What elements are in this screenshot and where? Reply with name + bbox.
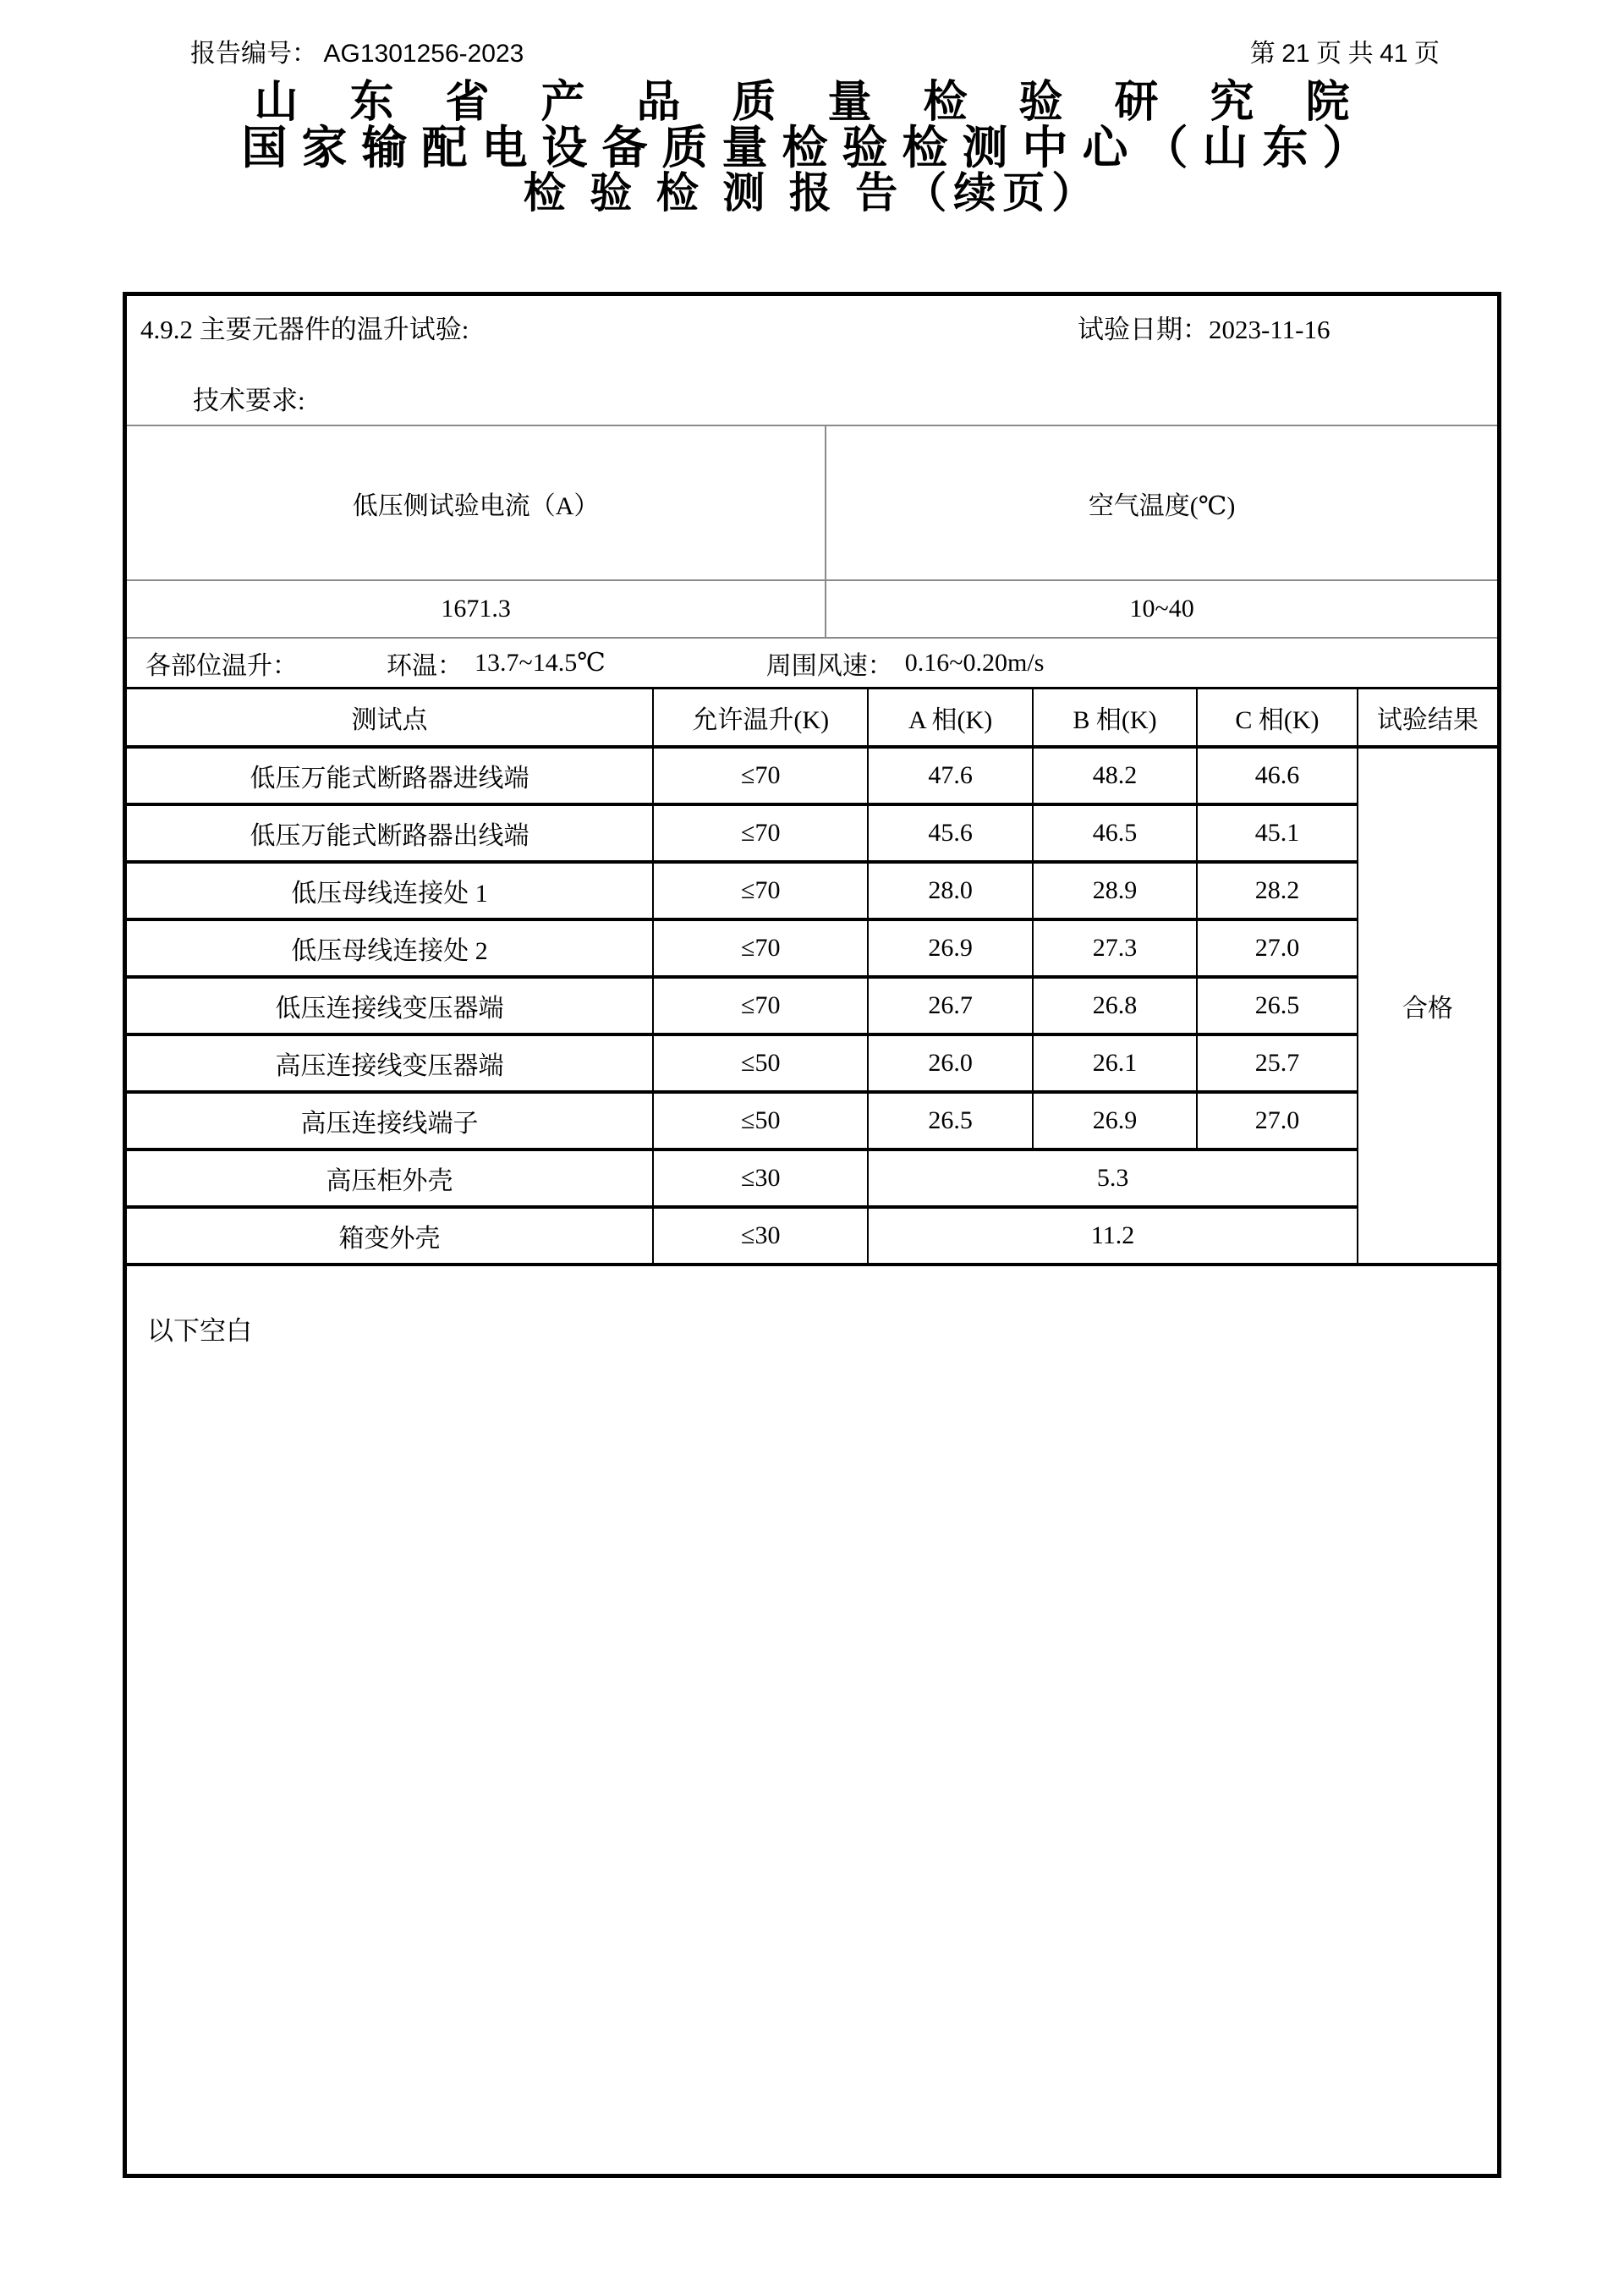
cell-point: 低压连接线变压器端 xyxy=(127,977,653,1034)
table-row xyxy=(127,919,1497,977)
cell-phase-a: 26.5 xyxy=(868,1092,1032,1149)
cell-point: 高压柜外壳 xyxy=(127,1149,653,1207)
conditions-value-row xyxy=(127,580,1497,638)
cell-limit: ≤30 xyxy=(653,1149,868,1207)
table-header-row xyxy=(127,689,1497,748)
report-number-value: AG1301256-2023 xyxy=(323,40,524,68)
cell-phase-c: 26.5 xyxy=(1197,977,1358,1034)
page-current: 21 xyxy=(1281,40,1310,68)
cell-air-temp-header: 空气温度(℃) xyxy=(826,425,1497,580)
cell-phase-b: 28.9 xyxy=(1033,862,1197,919)
cell-phase-c: 25.7 xyxy=(1197,1034,1358,1092)
report-title-line3: 检 验 检 测 报 告（续页） xyxy=(523,169,1101,217)
cell-point: 高压连接线端子 xyxy=(127,1092,653,1149)
cell-limit: ≤70 xyxy=(653,977,868,1034)
conditions-header-row xyxy=(127,425,1497,580)
table-row xyxy=(127,862,1497,919)
report-body-box xyxy=(123,292,1501,2178)
rise-label: 各部位温升： xyxy=(145,651,298,680)
cell-phase-b: 46.5 xyxy=(1033,804,1197,862)
cell-lv-test-current-header: 低压侧试验电流（A） xyxy=(127,425,826,580)
org-title-line2: 国家输配电设备质量检验检测中心（山东） xyxy=(241,123,1383,173)
cell-point: 低压母线连接处 1 xyxy=(127,862,653,919)
cell-phase-c: 45.1 xyxy=(1197,804,1358,862)
page-indicator-suffix: 页 xyxy=(1414,40,1440,68)
cell-phase-c: 46.6 xyxy=(1197,747,1358,804)
cell-limit: ≤50 xyxy=(653,1034,868,1092)
report-number-label: 报告编号： xyxy=(190,40,317,68)
cell-limit: ≤70 xyxy=(653,747,868,804)
cell-phase-b: 27.3 xyxy=(1033,919,1197,977)
test-date-value: 2023-11-16 xyxy=(1209,315,1330,344)
wind-speed-value: 0.16~0.20m/s xyxy=(904,648,1045,677)
cell-phase-c: 27.0 xyxy=(1197,1092,1358,1149)
col-header-phase-c: C 相(K) xyxy=(1197,689,1358,748)
table-row xyxy=(127,1207,1497,1265)
table-row xyxy=(127,1149,1497,1207)
temperature-rise-table xyxy=(127,687,1497,1266)
cell-point: 高压连接线变压器端 xyxy=(127,1034,653,1092)
cell-point: 低压万能式断路器出线端 xyxy=(127,804,653,862)
page-header xyxy=(190,32,1440,69)
col-header-result: 试验结果 xyxy=(1358,689,1497,748)
wind-speed-label: 周围风速： xyxy=(765,651,893,680)
cell-phase-a: 26.7 xyxy=(868,977,1032,1034)
section-heading: 4.9.2 主要元器件的温升试验: xyxy=(140,315,469,344)
report-number xyxy=(190,32,524,69)
col-header-phase-b: B 相(K) xyxy=(1033,689,1197,748)
table-row xyxy=(127,747,1497,804)
cell-test-result: 合格 xyxy=(1358,747,1497,1265)
cell-limit: ≤50 xyxy=(653,1092,868,1149)
page-indicator xyxy=(1250,32,1440,69)
col-header-limit: 允许温升(K) xyxy=(653,689,868,748)
cell-air-temp-value: 10~40 xyxy=(826,580,1497,638)
col-header-test-point: 测试点 xyxy=(127,689,653,748)
table-row xyxy=(127,1034,1497,1092)
cell-phase-a: 28.0 xyxy=(868,862,1032,919)
cell-phase-a: 26.9 xyxy=(868,919,1032,977)
test-date-label: 试验日期： xyxy=(1078,315,1209,344)
cell-merged-value: 5.3 xyxy=(868,1149,1357,1207)
cell-limit: ≤70 xyxy=(653,804,868,862)
cell-phase-b: 48.2 xyxy=(1033,747,1197,804)
cell-limit: ≤70 xyxy=(653,919,868,977)
cell-phase-a: 47.6 xyxy=(868,747,1032,804)
cell-phase-b: 26.1 xyxy=(1033,1034,1197,1092)
section-heading-line xyxy=(140,308,1497,346)
cell-phase-a: 26.0 xyxy=(868,1034,1032,1092)
cell-lv-test-current-value: 1671.3 xyxy=(127,580,826,638)
table-row xyxy=(127,977,1497,1034)
table-row xyxy=(127,1092,1497,1149)
cell-phase-b: 26.8 xyxy=(1033,977,1197,1034)
cell-point: 箱变外壳 xyxy=(127,1207,653,1265)
col-header-phase-a: A 相(K) xyxy=(868,689,1032,748)
blank-below-note: 以下空白 xyxy=(147,1316,252,1346)
cell-limit: ≤30 xyxy=(653,1207,868,1265)
cell-limit: ≤70 xyxy=(653,862,868,919)
cell-point: 低压母线连接处 2 xyxy=(127,919,653,977)
conditions-table xyxy=(127,425,1497,639)
page-indicator-mid: 页 共 xyxy=(1316,40,1380,68)
cell-phase-a: 45.6 xyxy=(868,804,1032,862)
table-row xyxy=(127,804,1497,862)
cell-phase-c: 28.2 xyxy=(1197,862,1358,919)
cell-phase-c: 27.0 xyxy=(1197,919,1358,977)
ambient-temp-value: 13.7~14.5℃ xyxy=(475,649,606,677)
rise-conditions-line xyxy=(127,639,1497,687)
cell-point: 低压万能式断路器进线端 xyxy=(127,747,653,804)
tech-requirements-label: 技术要求: xyxy=(193,386,305,415)
page-total: 41 xyxy=(1380,40,1408,68)
cell-merged-value: 11.2 xyxy=(868,1207,1357,1265)
page-indicator-prefix: 第 xyxy=(1249,40,1276,68)
org-title-line1: 山 东 省 产 品 质 量 检 验 研 究 院 xyxy=(254,79,1370,127)
test-date xyxy=(1078,308,1330,346)
ambient-temp-label: 环温： xyxy=(387,651,463,680)
cell-phase-b: 26.9 xyxy=(1033,1092,1197,1149)
